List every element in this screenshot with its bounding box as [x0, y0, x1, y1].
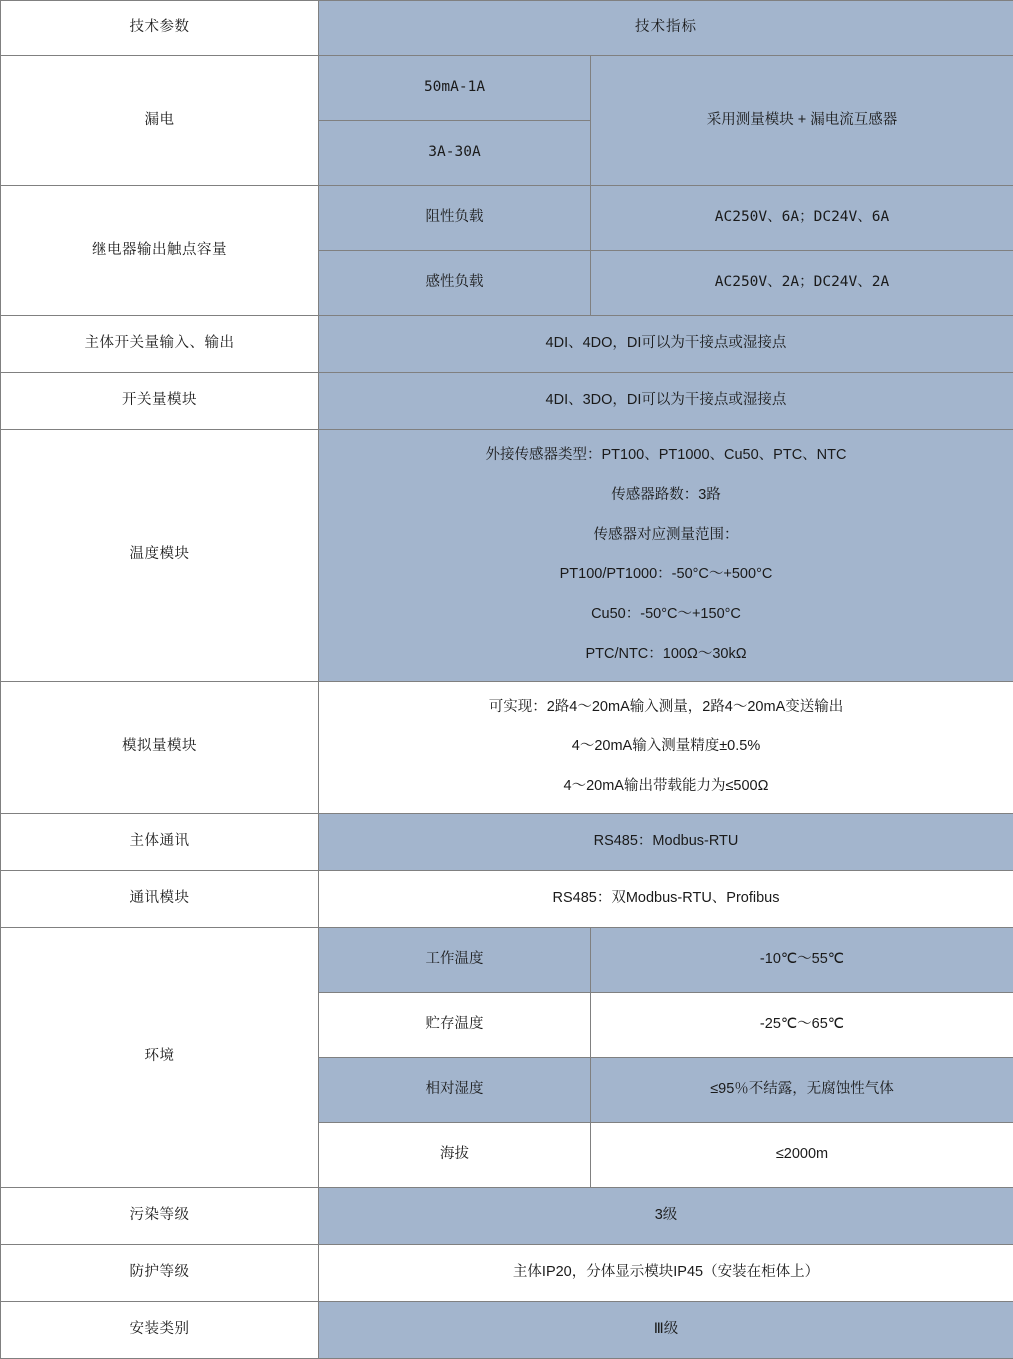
relay-inductive-value: AC250V、2A；DC24V、2A: [591, 251, 1013, 316]
table-row: [1, 927, 1013, 992]
temperature-line: PTC/NTC：100Ω～30kΩ: [327, 635, 1005, 675]
row-label-install-category: 安装类别: [1, 1301, 319, 1358]
environment-item-name: 工作温度: [319, 927, 591, 992]
switch-module-value: 4DI、3DO，DI可以为干接点或湿接点: [319, 373, 1013, 430]
table-row: [1, 1301, 1013, 1358]
table-row: [1, 316, 1013, 373]
row-label-leakage: 漏电: [1, 56, 319, 186]
environment-item-name: 贮存温度: [319, 992, 591, 1057]
row-label-switch-module: 开关量模块: [1, 373, 319, 430]
row-label-main-io: 主体开关量输入、输出: [1, 316, 319, 373]
table-row: [1, 681, 1013, 813]
relay-resistive-label: 阻性负载: [319, 186, 591, 251]
pollution-level-value: 3级: [319, 1187, 1013, 1244]
row-label-relay-capacity: 继电器输出触点容量: [1, 186, 319, 316]
relay-resistive-value: AC250V、6A；DC24V、6A: [591, 186, 1013, 251]
row-label-pollution-level: 污染等级: [1, 1187, 319, 1244]
temperature-module-details: [319, 430, 1013, 682]
main-io-value: 4DI、4DO，DI可以为干接点或湿接点: [319, 316, 1013, 373]
environment-item-value: -25℃～65℃: [591, 992, 1013, 1057]
row-label-temperature-module: 温度模块: [1, 430, 319, 682]
environment-item-value: -10℃～55℃: [591, 927, 1013, 992]
main-comm-value: RS485：Modbus-RTU: [319, 813, 1013, 870]
table-row: [1, 56, 1013, 121]
environment-item-name: 海拔: [319, 1122, 591, 1187]
analog-line: 可实现：2路4～20mA输入测量，2路4～20mA变送输出: [327, 688, 1005, 728]
install-category-value: Ⅲ级: [319, 1301, 1013, 1358]
leakage-range-2: 3A-30A: [319, 121, 591, 186]
comm-module-value: RS485：双Modbus-RTU、Profibus: [319, 870, 1013, 927]
row-label-analog-module: 模拟量模块: [1, 681, 319, 813]
row-label-environment: 环境: [1, 927, 319, 1187]
header-cell-param: 技术参数: [1, 1, 319, 56]
leakage-desc: 采用测量模块 + 漏电流互感器: [591, 56, 1013, 186]
table-row: [1, 1, 1013, 56]
table-row: [1, 1244, 1013, 1301]
row-label-comm-module: 通讯模块: [1, 870, 319, 927]
environment-item-value: ≤2000m: [591, 1122, 1013, 1187]
temperature-line: 外接传感器类型：PT100、PT1000、Cu50、PTC、NTC: [327, 436, 1005, 476]
environment-item-name: 相对湿度: [319, 1057, 591, 1122]
analog-line: 4～20mA输入测量精度±0.5%: [327, 727, 1005, 767]
table-row: [1, 186, 1013, 251]
table-row: [1, 430, 1013, 682]
row-label-main-comm: 主体通讯: [1, 813, 319, 870]
temperature-line: PT100/PT1000：-50°C～+500°C: [327, 555, 1005, 595]
temperature-line: 传感器对应测量范围：: [327, 516, 1005, 556]
relay-inductive-label: 感性负载: [319, 251, 591, 316]
leakage-range-1: 50mA-1A: [319, 56, 591, 121]
table-row: [1, 1187, 1013, 1244]
analog-line: 4～20mA输出带载能力为≤500Ω: [327, 767, 1005, 807]
temperature-line: 传感器路数：3路: [327, 476, 1005, 516]
header-cell-spec: 技术指标: [319, 1, 1013, 56]
analog-module-details: [319, 681, 1013, 813]
table-row: [1, 373, 1013, 430]
protection-level-value: 主体IP20，分体显示模块IP45（安装在柜体上）: [319, 1244, 1013, 1301]
row-label-protection-level: 防护等级: [1, 1244, 319, 1301]
environment-item-value: ≤95％不结露，无腐蚀性气体: [591, 1057, 1013, 1122]
table-row: [1, 870, 1013, 927]
temperature-line: Cu50：-50°C～+150°C: [327, 595, 1005, 635]
table-row: [1, 813, 1013, 870]
